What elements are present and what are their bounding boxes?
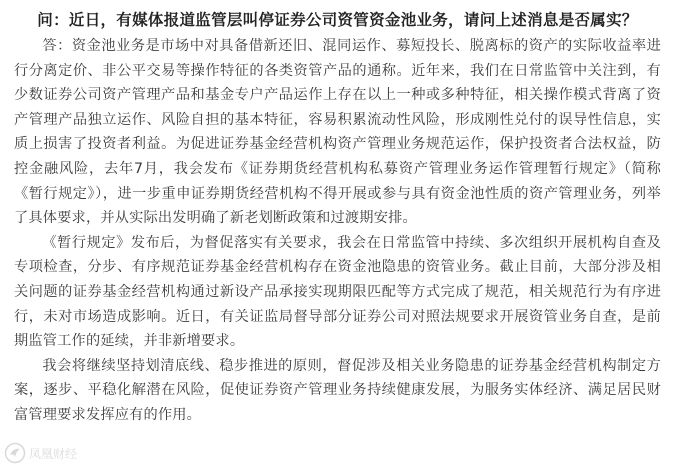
answer-paragraph-3: 我会将继续坚持划清底线、稳步推进的原则，督促涉及相关业务隐患的证券基金经营机构制定方案，逐步、平稳化解潜在风险，促使证券资产管理业务持续健康发展，为服务实体经济、满足居民财富管理要求发挥应有的作用。	[14, 357, 661, 423]
watermark	[4, 442, 77, 464]
question-heading: 问：近日，有媒体报道监管层叫停证券公司资管资金池业务，请问上述消息是否属实？	[37, 11, 638, 29]
watermark-text: 凤凰财经	[29, 446, 78, 461]
answer-paragraph-1: 答：资金池业务是市场中对具备借新还旧、混同运作、募短投长、脱离标的资产的实际收益率进行分离定价、非公平交易等操作特征的各类资管产品的通称。近年来，我们在日常监管中关注到，有少数证券公司资产管理产品和基金专户产品运作上存在以上一种或多种特征，相关操作模式背离了资产管理产品独立运作、风险自担的基本特征，容易积累流动性风险，形成刚性兑付的误导性信息，实质上损害了投资者利益。为促进证券基金经营机构资产管理业务规范运作，保护投资者合法权益，防控金融风险，去年7月，我会发布《证券期货经营机构私募资产管理业务运作管理暂行规定》（简称《暂行规定》），进一步重申证券期货经营机构不得开展或参与具有资金池性质的资产管理业务，列举了具体要求，并从实际出发明确了新老划断政策和过渡期安排。	[14, 38, 661, 227]
phoenix-logo-icon	[4, 442, 26, 464]
answer-paragraph-2: 《暂行规定》发布后，为督促落实有关要求，我会在日常监管中持续、多次组织开展机构自查及专项检查，分步、有序规范证券基金经营机构存在资金池隐患的资管业务。截止目前，大部分涉及相关问题的证券基金经营机构通过新设产品承接实现期限匹配等方式完成了规范，相关规范行为有序进行，未对市场造成影响。近日，有关证监局督导部分证券公司对照法规要求开展资管业务自查，是前期监管工作的延续，并非新增要求。	[14, 234, 661, 350]
